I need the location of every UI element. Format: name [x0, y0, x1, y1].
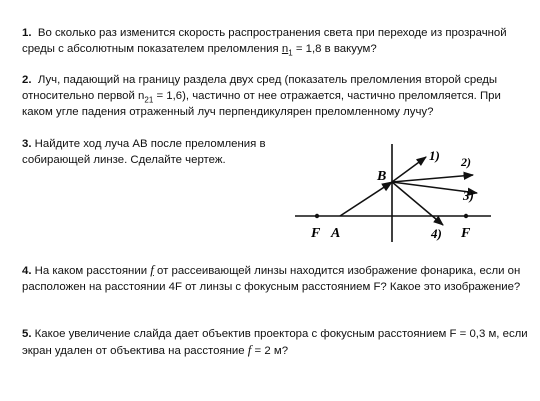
refractive-index-subscript: 1 — [288, 48, 293, 58]
task-number: 1. — [22, 27, 32, 39]
label-f-right: F — [461, 226, 471, 241]
distance-symbol: f — [247, 342, 252, 357]
ray-4 — [392, 182, 443, 225]
label-b: B — [377, 169, 387, 184]
task-1 — [22, 25, 534, 57]
focus-point-right — [464, 214, 468, 218]
task-text-end: от рассеивающей линзы находится изображение фонарика, если он расположен на расстоянии 4F от линзы с фокусным расстоянием F? Какое это изображение? — [22, 265, 521, 293]
label-f-left: F — [311, 226, 321, 241]
focus-point-left — [315, 214, 319, 218]
task-number: 5. — [22, 328, 32, 340]
task-5 — [22, 326, 534, 359]
task-number: 4. — [22, 265, 32, 277]
task-text-end: = 1,6), частично от нее отражается, частично преломляется. При каком угле падения отраженный луч перпендикулярен преломленному лучу? — [22, 90, 501, 118]
refractive-index-subscript: 21 — [144, 95, 154, 105]
task-text-end: = 1,8 в вакуум? — [292, 43, 377, 55]
task-text-end: = 2 м? — [251, 345, 289, 357]
refractive-index-symbol: n — [281, 43, 289, 55]
ray-1 — [392, 157, 426, 182]
task-2 — [22, 72, 534, 120]
ray-2 — [392, 175, 473, 182]
ray-label-3: 3) — [463, 188, 474, 203]
label-a: A — [331, 226, 341, 241]
task-number: 3. — [22, 138, 32, 150]
task-number: 2. — [22, 74, 32, 86]
task-text: Во сколько раз изменится скорость распространения света при переходе из прозрачной среды с абсолютным показателем преломления — [22, 27, 507, 55]
ray-label-2: 2) — [461, 155, 471, 169]
ray-label-4: 4) — [431, 226, 442, 241]
task-3 — [22, 136, 292, 168]
task-text: Какое увеличение слайда дает объектив проектора с фокусным расстоянием F = 0,3 м, если экран удален от объектива на расстояние — [22, 328, 528, 357]
task-text: Найдите ход луча АВ после преломления в собирающей линзе. Сделайте чертеж. — [22, 138, 266, 166]
task-4 — [22, 262, 534, 295]
lens-ray-diagram — [293, 140, 498, 245]
distance-symbol: f — [150, 262, 154, 277]
task-text: Луч, падающий на границу раздела двух сред (показатель преломления второй среды относительно первой n — [22, 74, 498, 102]
ray-label-1: 1) — [429, 148, 440, 163]
task-text: На каком расстоянии — [34, 265, 151, 277]
incident-ray-ab — [340, 182, 392, 216]
